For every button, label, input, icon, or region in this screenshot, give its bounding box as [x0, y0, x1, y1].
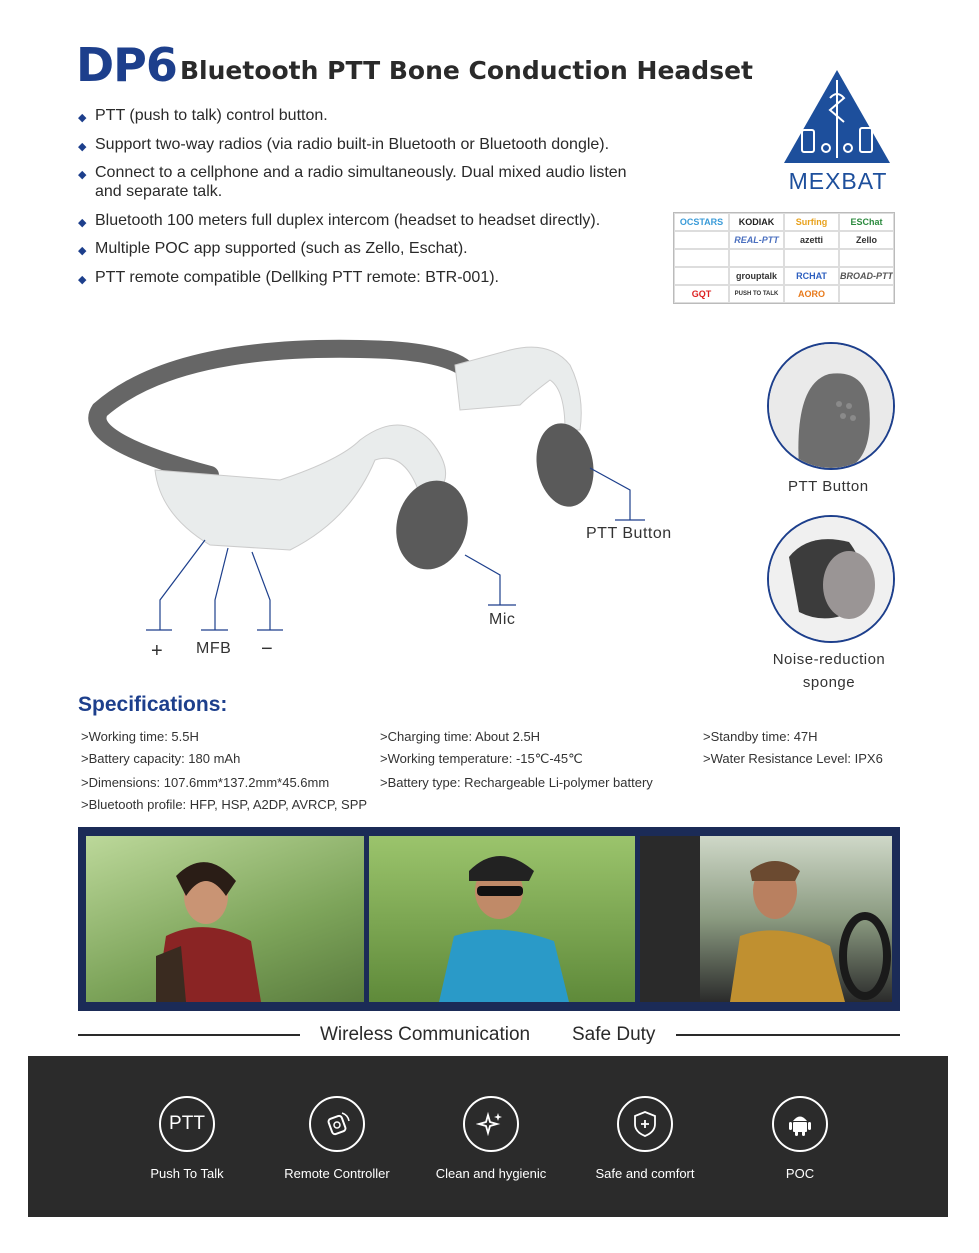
cyclist-silhouette-icon: [369, 836, 635, 1002]
detail-label-sponge-line1: Noise-reduction: [772, 651, 886, 668]
app-logo: AORO: [784, 285, 839, 303]
brand-name: MEXBAT: [788, 168, 888, 194]
spec-dimensions: >Dimensions: 107.6mm*137.2mm*45.6mm: [81, 775, 330, 790]
app-logo: OCSTARS: [674, 213, 729, 231]
ptt-button-closeup-icon: [769, 344, 893, 468]
footer-feature-label: POC: [785, 1166, 815, 1181]
android-icon: [772, 1096, 828, 1152]
footer-feature-remote: [267, 1096, 407, 1181]
footer-feature-ptt: [117, 1096, 257, 1181]
app-logo: azetti: [784, 231, 839, 249]
remote-controller-icon: [309, 1096, 365, 1152]
label-ptt-button: PTT Button: [586, 525, 672, 542]
app-logo: grouptalk: [729, 267, 784, 285]
app-logo: ESChat: [839, 213, 894, 231]
feature-item: ◆ PTT remote compatible (Dellking PTT remote: BTR-001).: [78, 268, 678, 287]
app-logo: [784, 249, 839, 267]
feature-item: ◆ Connect to a cellphone and a radio simultaneously. Dual mixed audio listen and separate talk.: [78, 164, 627, 200]
app-logo: [674, 267, 729, 285]
app-logo: RCHAT: [784, 267, 839, 285]
diamond-bullet-icon: ◆: [78, 140, 87, 153]
app-logo: [674, 249, 729, 267]
app-logo: [839, 249, 894, 267]
diamond-bullet-icon: ◆: [78, 169, 87, 181]
label-plus: +: [151, 640, 164, 662]
mexbat-logo-icon: [782, 68, 892, 168]
spec-charging-time: >Charging time: About 2.5H: [380, 729, 541, 744]
slogan-right: Safe Duty: [572, 1024, 656, 1045]
app-logo: PUSH TO TALK: [729, 285, 784, 303]
label-minus: −: [261, 638, 274, 660]
specifications-heading: Specifications:: [78, 693, 228, 716]
detail-label-ptt: PTT Button: [788, 478, 869, 495]
feature-item: ◆ PTT (push to talk) control button.: [78, 106, 678, 125]
label-mic: Mic: [489, 611, 516, 628]
spec-working-time: >Working time: 5.5H: [81, 729, 199, 744]
product-model-title: DP6: [76, 38, 177, 92]
app-logo: [839, 285, 894, 303]
slogan-left: Wireless Communication: [320, 1024, 531, 1045]
diamond-bullet-icon: ◆: [78, 112, 87, 124]
divider-line: [676, 1034, 900, 1036]
app-logo: Zello: [839, 231, 894, 249]
footer-feature-clean: [421, 1096, 561, 1181]
app-logo: GQT: [674, 285, 729, 303]
app-logo: REAL-PTT: [729, 231, 784, 249]
driver-silhouette-icon: [640, 836, 892, 1002]
sponge-closeup-icon: [769, 517, 893, 641]
spec-water-resistance: >Water Resistance Level: IPX6: [703, 751, 883, 766]
diamond-bullet-icon: ◆: [78, 216, 87, 229]
slogan-row: [78, 1024, 900, 1046]
ptt-icon: PTT: [159, 1096, 215, 1152]
sparkle-icon: [463, 1096, 519, 1152]
app-logo: KODIAK: [729, 213, 784, 231]
footer-feature-poc: [730, 1096, 870, 1181]
spec-bluetooth-profile: >Bluetooth profile: HFP, HSP, A2DP, AVRCP, SPP: [81, 797, 368, 812]
footer-feature-bar: [28, 1056, 948, 1217]
feature-item: ◆ Bluetooth 100 meters full duplex intercom (headset to headset directly).: [78, 211, 678, 230]
feature-list: [78, 106, 678, 296]
ptt-button-detail-image: [767, 342, 895, 470]
spec-battery-type: >Battery type: Rechargeable Li-polymer battery: [380, 775, 653, 790]
feature-item: ◆ Support two-way radios (via radio built-in Bluetooth or Bluetooth dongle).: [78, 135, 678, 154]
app-logo: [674, 231, 729, 249]
label-mfb: MFB: [196, 640, 232, 657]
supported-apps-grid: [673, 212, 895, 304]
sponge-detail-image: [767, 515, 895, 643]
footer-feature-label: Safe and comfort: [595, 1166, 695, 1181]
diamond-bullet-icon: ◆: [78, 245, 87, 257]
usage-photos-strip: [78, 827, 900, 1011]
footer-feature-label: Remote Controller: [284, 1166, 390, 1181]
diamond-bullet-icon: ◆: [78, 273, 87, 286]
divider-line: [78, 1034, 300, 1036]
footer-feature-label: Clean and hygienic: [435, 1166, 547, 1181]
photo-driver: [640, 836, 892, 1002]
footer-feature-safe: [575, 1096, 715, 1181]
app-logo: Surfing: [784, 213, 839, 231]
photo-hiker: [86, 836, 364, 1002]
shield-icon: [617, 1096, 673, 1152]
feature-item: ◆ Multiple POC app supported (such as Zello, Eschat).: [78, 239, 678, 258]
product-subtitle: Bluetooth PTT Bone Conduction Headset: [180, 56, 753, 85]
headset-illustration: [60, 320, 760, 680]
detail-label-sponge-line2: sponge: [802, 674, 856, 691]
app-logo: [729, 249, 784, 267]
app-logo: BROAD-PTT: [839, 267, 894, 285]
spec-working-temperature: >Working temperature: -15℃-45℃: [380, 751, 583, 766]
photo-cyclist: [369, 836, 635, 1002]
spec-battery-capacity: >Battery capacity: 180 mAh: [81, 751, 241, 766]
footer-feature-label: Push To Talk: [150, 1166, 224, 1181]
spec-standby-time: >Standby time: 47H: [703, 729, 818, 744]
hiker-silhouette-icon: [86, 836, 364, 1002]
